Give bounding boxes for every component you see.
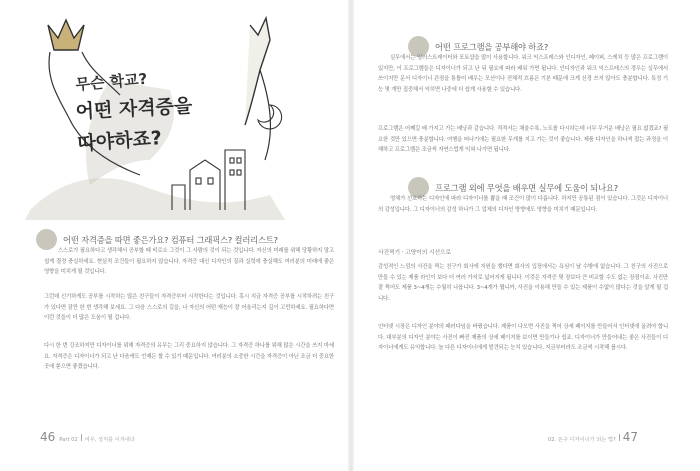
folio-chapter: 여우, 상처를 이겨내다 [84, 437, 135, 443]
paragraph: 스스로가 필요하다고 생각해서 공부할 때 비로소 그것이 그 사람의 것이 되는 것입니다. 자신의 미래를 위해 당황하지 말고 쉽게 결정 충실하세요. 현실적 조건들이 필요하지 않습니다. 자격증 대신 디자인의 질과 실력에 충실해도 여러분의 미래에 좋은 영향을 미치게 될 것입니다. [44, 248, 334, 276]
left-page-folio [40, 430, 135, 444]
paragraph: 감성적인 느낌의 사진을 찍는 친구가 회사에 지원을 했다면 회사의 입장에서는 욕심이 날 수밖에 없습니다. 그 친구의 사진으로 만들 수 있는 제품 라인이 보다 더 여러 가지로 넓어지게 됩니다. 이것은 자격증 몇 장보다 큰 비교할 수도 없는 장점이죠. 사진만 잘 찍어도 제품 3~4개는 수월히 나옵니다. 3~4개가 뭡니까, 사진을 이용해 만들 수 있는 제품이 수없이 많다는 것을 알게 될 겁니다. [378, 264, 668, 302]
paragraph: 인터넷 시장은 디자인 분야의 패러다임을 바꿨습니다. 제품이 나오면 사진을 찍어 상세 페이지를 만들어서 인터넷에 올려야 합니다. 대부분의 디자인 분야는 사진이 빠진 제품의 상세 페이지를 보이면 만들기나 쉽죠. 디자이너가 만들어내는 좋은 사진들이 디자이너에게도 유익합니다. 늘 다른 디자이너에게 발견되는 눈치 있습니다. 지금부터라도 조금씩 시작해 봅시다. [378, 324, 668, 352]
folio-divider [81, 434, 82, 441]
svg-text:어떤 자격증을: 어떤 자격증을 [75, 94, 193, 123]
folio-chapter: 02. 돈구 디자이너가 되는 법? [548, 437, 616, 443]
paragraph: 영체가 선호하는 디자인에 따라 디자이너를 뽑을 때 조건이 많이 다릅니다. 하지만 공통된 점이 있습니다. 그것은 디자이너의 감성입니다. 그 디자이너의 감성 하나가 그 업체의 디자인 방향에도 영향을 미치기 때문입니다. [378, 196, 668, 213]
svg-text:무슨 학교?: 무슨 학교? [74, 69, 148, 94]
svg-text:따야하죠?: 따야하죠? [76, 127, 163, 155]
paragraph: 다시 한 번 강조하지만 디자이너를 위해 자격증의 유무는 그리 중요하지 않습니다. 그 자격증 하나를 위해 많은 시간을 쓰지 마세요. 자격증은 디자이너가 되고 난 다음에도 언제든 할 수 있기 때문입니다. 여러분의 소중한 시간을 자격증이 아닌 조금 더 중요한 곳에 쏟으면 좋겠습니다. [44, 343, 334, 371]
paragraph: 실무에서는 일러스트레이터와 포토샵을 많이 사용합니다. 워크 익스프레스와 인디자인, 페이퍼, 스케치 등 많은 프로그램이 있지만, 이 프로그램들은 디자이너가 되고 난 뒤 필요에 따라 배워 가면 됩니다. 인디자인과 워크 익스프레스의 경우는 실무에서 쓰이지만 문서 디자이너 관점을 통틀어 배우는 모션이나 전체적 흐름은 기본 때문에 크게 신경 쓰지 않아도 충분합니다. 특정 기능 몇 개만 집중해서 익히면 나중에 더 쉽게 사용할 수 있습니다. [378, 55, 668, 93]
section-heading-text: 어떤 프로그램을 공부해야 하죠? [435, 41, 549, 52]
book-gutter [348, 0, 354, 471]
folio-divider [619, 434, 620, 441]
subheading-photography: 사진찍기 · 고양이의 시선으로 [378, 250, 451, 256]
folio-part: Part 02 [59, 437, 78, 443]
page-number: 46 [40, 430, 56, 444]
chapter-illustration [20, 10, 290, 225]
section-heading-text: 어떤 자격증을 따면 좋은가요? 컴퓨터 그래픽스? 컬러리스트? [63, 234, 278, 245]
paragraph: 그런데 신기하게도 공부를 시작하는 많은 친구들이 자격증부터 시작한다는 것입니다. 혹시 지금 자격증 공부를 시작하려는 친구가 있다면 잠깐 한 번 생각해 보세요. 그 다음 스스로의 길을, 나 자신의 어떤 재능이 잘 어울리는지 깊이 고민하세요. 필요하다면 이런 것들이 더 많은 도움이 될 겁니다. [44, 294, 334, 322]
paragraph: 프로그램은 어째길 배 가지고 가는 배낭과 같습니다. 적적서는 채울수록, 노트를 다시하는데 너무 무거운 배낭은 필요 없겠죠? 필요한 것만 있으면 충분합니다. 여행을 떠나기에는 필요한 무게를 지고 가는 것이 좋습니다. 제품 디자인을 하나씩 잡는 과정을 이해하고 프로그램은 조금씩 자연스럽게 익혀 나가면 됩니다. [378, 126, 668, 154]
right-page-folio [548, 430, 638, 444]
page-number: 47 [622, 430, 638, 444]
section-heading-text: 프로그램 외에 무엇을 배우면 실무에 도움이 되나요? [435, 182, 618, 193]
